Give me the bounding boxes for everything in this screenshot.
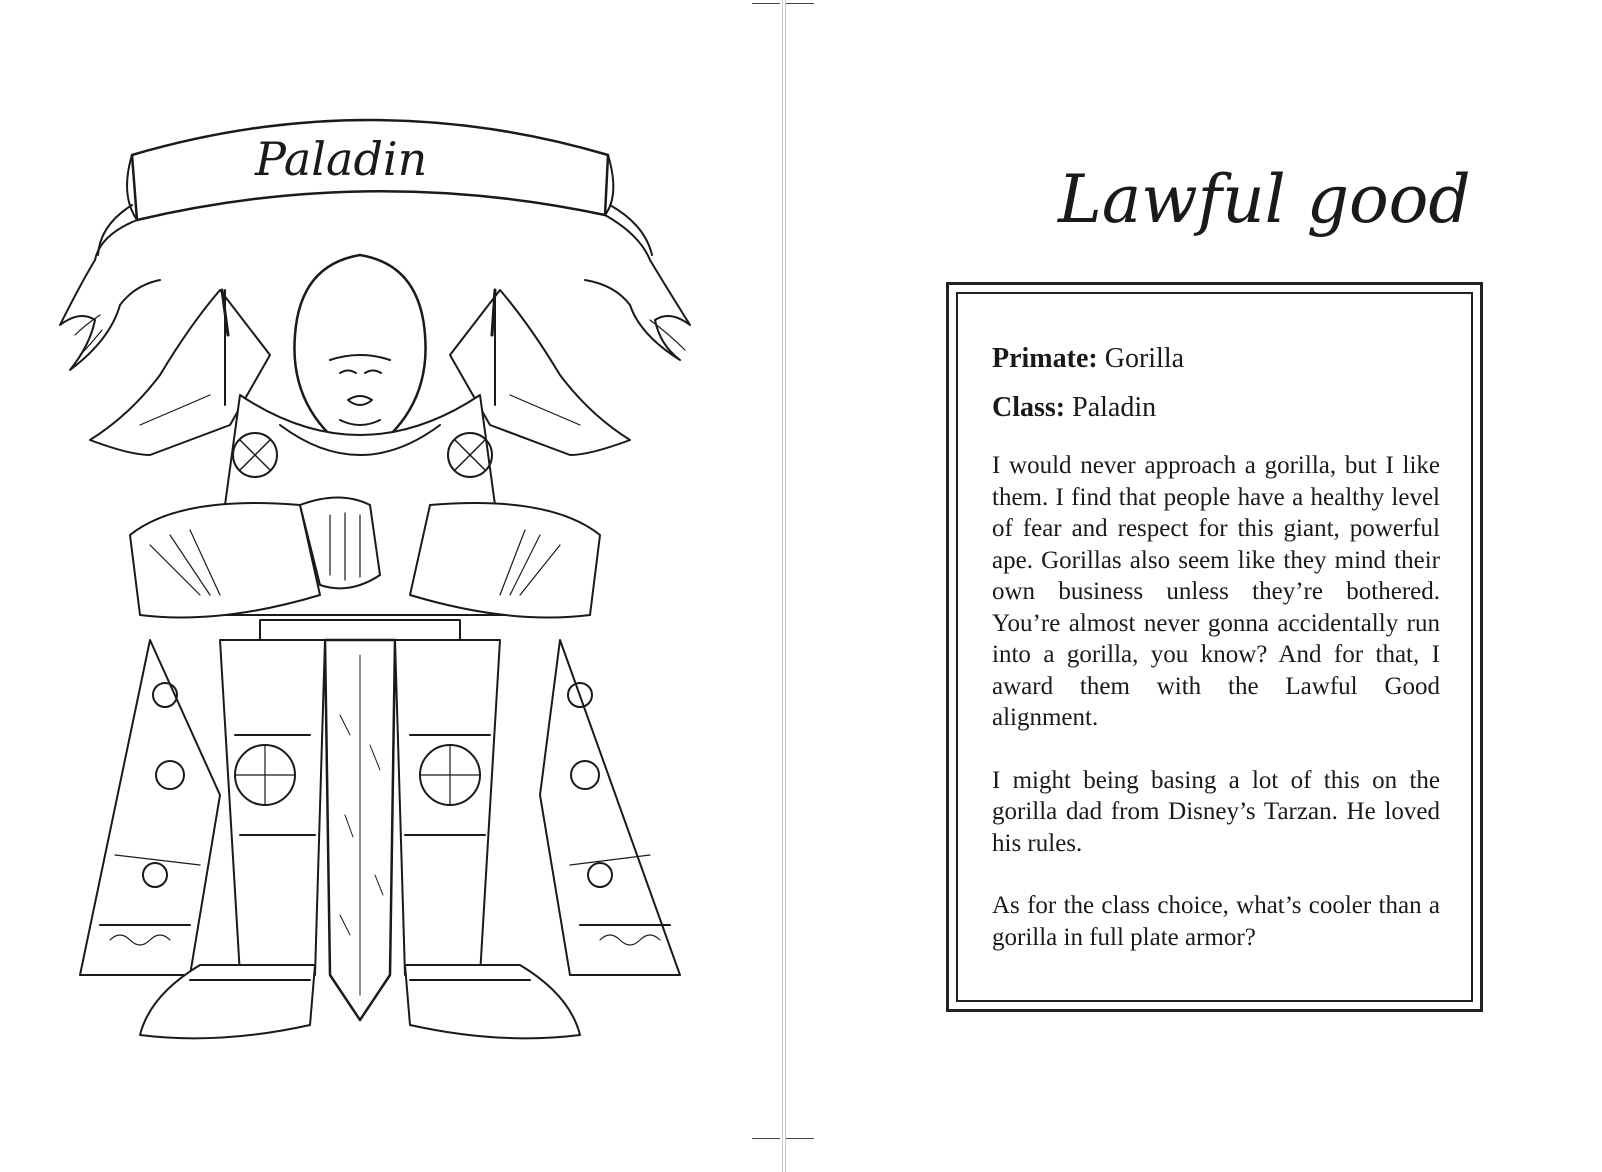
paragraph-2: I might being basing a lot of this on the gorilla dad from Disney’s Tarzan. He loved his rules. — [992, 766, 1440, 857]
right-page — [803, 0, 1602, 1172]
gorilla-paladin-illustration — [40, 95, 740, 1075]
description-content — [992, 343, 1440, 984]
gorilla-head — [294, 255, 425, 443]
banner-title: Paladin — [255, 132, 428, 186]
left-page — [0, 0, 800, 1172]
paragraph-1: I would never approach a gorilla, but I like them. I find that people have a healthy level of fear and respect for this giant, powerful ape. Gorillas also seem like they mind their own business unless they’re bothered. You’re almost never gonna accidentally run into a gorilla, you know? And for that, I award them with the Lawful Good alignment. — [992, 452, 1440, 731]
class-value: Paladin — [1065, 392, 1157, 423]
class-field — [992, 392, 1440, 424]
alignment-heading — [1048, 150, 1471, 270]
primate-value: Gorilla — [1097, 343, 1185, 374]
alignment-heading-text: Lawful good — [1058, 161, 1471, 238]
primate-label: Primate: — [992, 343, 1098, 374]
primate-field — [992, 343, 1440, 375]
description-box — [946, 282, 1483, 1012]
class-label: Class: — [992, 392, 1066, 423]
paragraph-3: As for the class choice, what’s cooler than a gorilla in full plate armor? — [992, 892, 1440, 951]
